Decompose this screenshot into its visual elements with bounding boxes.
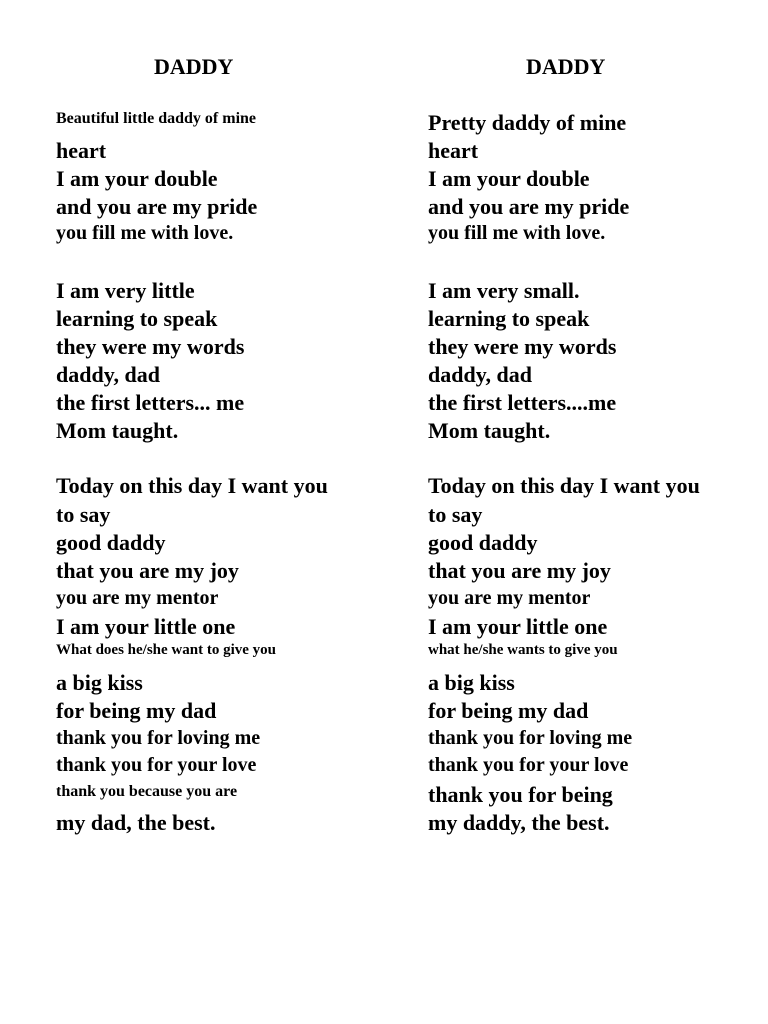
- poem-line: I am very little: [56, 278, 195, 303]
- poem-line: I am very small.: [428, 278, 580, 303]
- poem-line: Mom taught.: [428, 418, 551, 443]
- poem-line: and you are my pride: [428, 194, 630, 219]
- poem-line: they were my words: [56, 334, 245, 359]
- poem-line: the first letters... me: [56, 390, 245, 415]
- poem-title: DADDY: [154, 54, 234, 79]
- poem-line: to say: [428, 502, 483, 527]
- poem-line: Today on this day I want you: [56, 473, 328, 498]
- poem-line: Mom taught.: [56, 418, 179, 443]
- poem-line: you are my mentor: [428, 587, 591, 609]
- poem-line: my dad, the best.: [56, 810, 216, 835]
- poem-line: a big kiss: [56, 670, 143, 695]
- poem-line: Pretty daddy of mine: [428, 110, 627, 135]
- poem-line: Today on this day I want you: [428, 473, 700, 498]
- poem-line: they were my words: [428, 334, 617, 359]
- poem-line: thank you for loving me: [56, 727, 261, 749]
- poem-line: the first letters....me: [428, 390, 617, 415]
- poem-line: Beautiful little daddy of mine: [56, 110, 257, 127]
- poem-line: learning to speak: [428, 306, 590, 331]
- poem-line: thank you for your love: [56, 754, 257, 776]
- poem-line: to say: [56, 502, 111, 527]
- poem-line: thank you for being: [428, 782, 613, 807]
- poem-line: for being my dad: [56, 698, 217, 723]
- poem-line: for being my dad: [428, 698, 589, 723]
- poem-line: you fill me with love.: [428, 222, 606, 244]
- poem-line: I am your double: [56, 166, 218, 191]
- poem-line: that you are my joy: [56, 558, 239, 583]
- poem-line: thank you for loving me: [428, 727, 633, 749]
- poem-line: a big kiss: [428, 670, 515, 695]
- poem-line: learning to speak: [56, 306, 218, 331]
- poem-line: you are my mentor: [56, 587, 219, 609]
- poem-line: What does he/she want to give you: [56, 642, 277, 658]
- poem-line: daddy, dad: [428, 362, 532, 387]
- poem-line: I am your little one: [56, 614, 236, 639]
- poem-line: and you are my pride: [56, 194, 258, 219]
- poem-line: daddy, dad: [56, 362, 160, 387]
- poem-line: I am your double: [428, 166, 590, 191]
- poem-line: thank you for your love: [428, 754, 629, 776]
- poem-line: heart: [428, 138, 479, 163]
- poem-line: my daddy, the best.: [428, 810, 610, 835]
- poem-line: that you are my joy: [428, 558, 611, 583]
- poem-line: good daddy: [56, 530, 166, 555]
- poem-line: you fill me with love.: [56, 222, 234, 244]
- poem-line: heart: [56, 138, 107, 163]
- poem-line: good daddy: [428, 530, 538, 555]
- poem-line: what he/she wants to give you: [428, 642, 618, 658]
- poem-line: I am your little one: [428, 614, 608, 639]
- poem-line: thank you because you are: [56, 783, 238, 800]
- poem-title: DADDY: [526, 54, 606, 79]
